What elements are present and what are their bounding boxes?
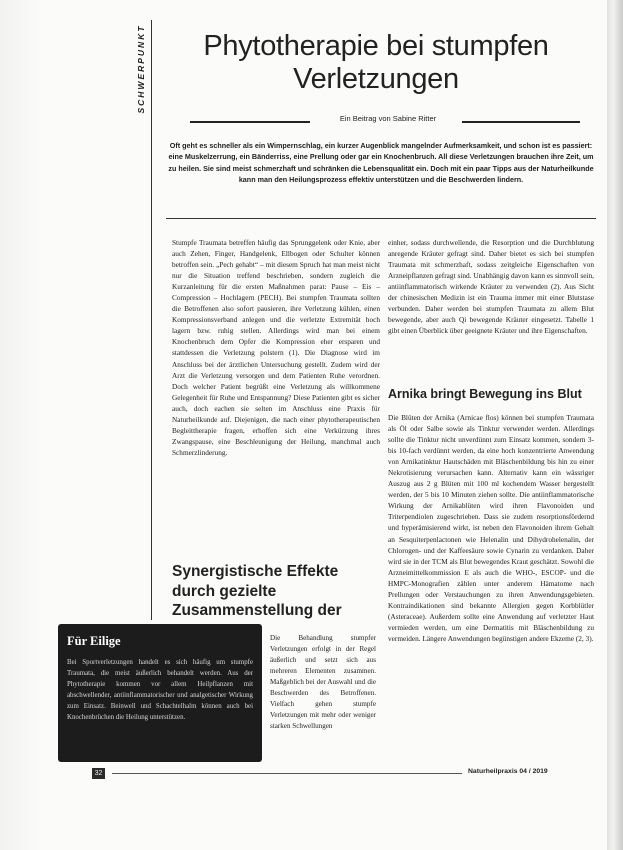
body-column-narrow: Die Behandlung stumpfer Verletzungen erfolgt in der Regel äußerlich und setzt sich aus mehreren Elementen zusammen. Maßgeblich bei der Auswahl und die Beschwerden des Betroffenen. Vielfach gehen stumpfe Verletzungen mit mehr oder weniger starken Schwellungen (270, 634, 376, 731)
info-box-text: Bei Sportverletzungen handelt es sich häufig um stumpfe Traumata, die meist äußerlich behandelt werden. Aus der Phytotherapie kommen vor allem Heilpflanzen mit abschwellender, antiinflammatorischer und analgetischer Wirkung zum Einsatz. Beinwell und Schachtelhalm können auch bei Knochenbrüchen die Heilung unterstützen. (67, 659, 253, 721)
body-column-1: Stumpfe Traumata betreffen häufig das Sprunggelenk oder Knie, aber auch Zehen, Finger, Handgelenk, Ellbogen oder Schulter können betroffen sein. „Pech gehabt“ – mit diesem Spruch hat man meist nicht nur die Situation treffend beschrieben, sondern zugleich die Kurzanleitung für die ersten Maßnahmen parat: Pause – Eis – Compression – Hochlagern (PECH). Bei stumpfen Traumata sollten die Betroffenen also sofort pausieren, ihre Verletzung kühlen, einen Kompressionsverband anlegen und die verletzte Extremität hoch lagern bzw. ruhig stellen. Allerdings wird man bei einem Knochenbruch dem Opfer die Kompression eher ersparen und stattdessen die Verletzung polstern (1). Die Diagnose wird im Anschluss bei der ärztlichen Untersuchung gestellt. Zudem wird der Arzt die Verletzung versorgen und dem Patienten Ruhe verordnen. Doch welcher Patient begrüßt eine Verletzung als willkommene Gelegenheit für Ruhe und Entspannung? Diese Patienten gibt es sicher auch, doch eachen sie selten im Anschluss eine Praxis für Naturheilkunde auf. Diejenigen, die nach einer phytotherapeutischen Begleittherapie fragen, erhoffen sich eine Verkürzung ihres Zwangspause, eine Beschleunigung der Heilung, manchmal auch Schmerzlinderung. (172, 238, 380, 457)
info-box (58, 624, 262, 762)
byline-row (190, 114, 580, 128)
heading-synergy: Synergistische Effekte durch gezielte Zusammenstellung der (172, 563, 342, 619)
lead-paragraph: Oft geht es schneller als ein Wimpernschlag, ein kurzer Augenblick mangelnder Aufmerksamkeit, und schon ist es passiert: eine Muskelzerrung, ein Bänderriss, eine Prellung oder gar ein Knochenbruch. All diese Verletzungen brauchen ihre Zeit, um zu heilen. Sie sind meist schmerzhaft und schränken die Lebensqualität ein. Doch mit ein paar Tipps aus der Naturheilkunde kann man den Heilungsprozess effektiv unterstützen und die Beschwerden lindern. (168, 141, 594, 184)
article-title: Phytotherapie bei stumpfen Verletzungen (203, 30, 549, 95)
footer-rule (112, 773, 462, 774)
body-column-2: einher, sodass durchwellende, die Resorption und die Durchblutung anregende Kräuter gefragt sind. Daher bietet es sich bei stumpfen Traumata mit schmerzhaft, sodass zeitgleiche Eigenschaften von Arzneipflanzen gefragt sind. Unabhängig davon kann es sinnvoll sein, antiinflammatorisch wirkende Kräuter zu verwenden (2). Aus Sicht der chinesischen Medizin ist ein Trauma immer mit einer Blutstase verbunden. Daher werden bei stumpfen Traumata zu allem Blut bewegende, aber auch Qi bewegende Kräuter eingesetzt. Tabelle 1 gibt einen Überblick über geeignete Kräuter und ihre Eigenschaften. (388, 238, 594, 336)
section-tag (133, 20, 149, 130)
vertical-rule (151, 20, 152, 620)
magazine-footer: Naturheilpraxis 04 / 2019 (468, 768, 548, 775)
info-box-title: Für Eilige (67, 634, 121, 648)
section-tag-label: SCHWERPUNKT (136, 24, 146, 114)
byline: Ein Beitrag von Sabine Ritter (339, 114, 437, 123)
heading-arnika: Arnika bringt Bewegung ins Blut (388, 387, 582, 401)
byline-rule-left (190, 121, 310, 123)
lead-rule (166, 218, 596, 219)
page-edge (607, 0, 623, 850)
page-number: 32 (92, 768, 105, 779)
byline-rule-right (462, 121, 580, 123)
page-shadow (0, 0, 40, 850)
body-column-3: Die Blüten der Arnika (Arnicae flos) können bei stumpfen Traumata als Öl oder Salbe sowie als Tinktur verwendet werden. Allerdings sollte die Tinktur nicht unverdünnt zum Einsatz kommen, sondern 3- bis 10-fach verdünnt werden, da eine hoch konzentrierte Anwendung von Arnikatinktur Hautschäden mit Bläschenbildung bis hin zu einer Nekrotisierung verursachen kann. Alternativ kann ein wässriger Auszug aus 2 g Blüten mit 100 ml kochendem Wasser hergestellt werden, der 5 bis 10 Minuten ziehen sollte. Die antiinflammatorische Wirkung der Arnikablüten wird ihren Flavonoiden und Triterpendiolen zugeschrieben. Dass sie zudem resorptionsfördernd und hyperämisierend wirkt, ist neben den Flavonoiden ihrem Gehalt an Sesquiterpenlactonen wie Helenalin und Dihydrohelenalin, der Chlorogen- und der Kaffeesäure sowie Cynarin zu verdanken. Daher wird sie in der TCM als Blut bewegendes Kraut geschätzt. Sowohl die Arzneimittelkommission E als auch die WHO-, ESCOP- und die HMPC-Monografien zählen unter anderem Hämatome nach Prellungen oder Verstauchungen zu ihren Anwendungsgebieten. Kontraindikationen sind bekannte Allergien gegen Korbblütler (Asteraceae). Außerdem sollte eine Anwendung auf verletzter Haut vermieden werden, um eine Dermatitis mit Bläschenbildung zu vermeiden. Längere Anwendungen begünstigen andere Ekzeme (2, 3). (388, 413, 594, 643)
